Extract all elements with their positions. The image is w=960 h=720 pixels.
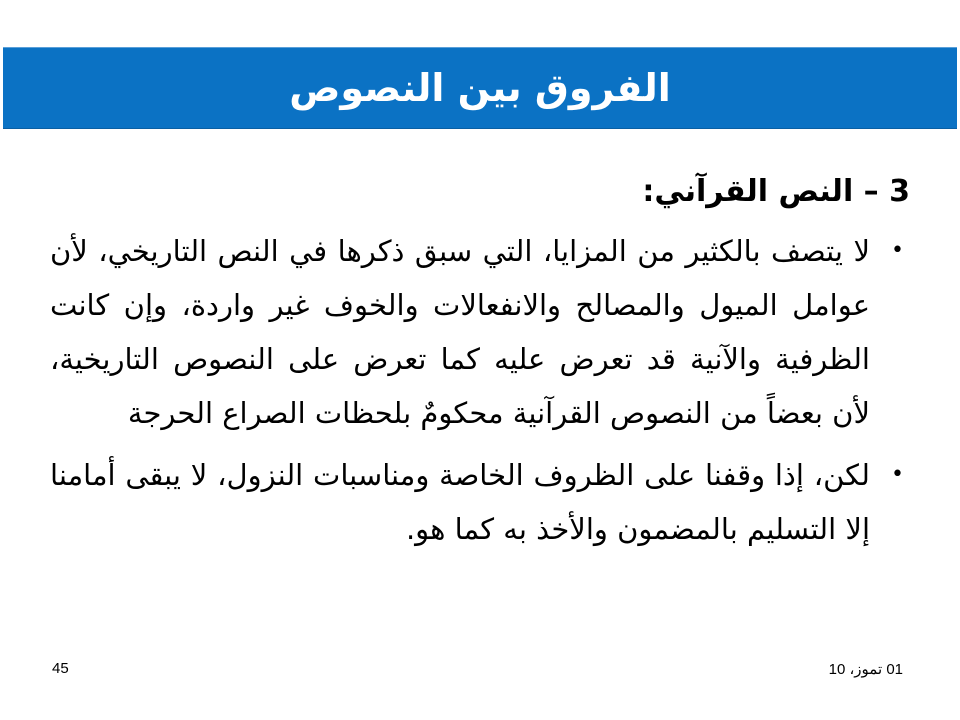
bullet-item <box>50 224 910 440</box>
title-bar <box>3 47 957 129</box>
slide-content <box>50 170 910 564</box>
bullet-icon: • <box>891 238 904 263</box>
footer-date: 01 تموز، 10 <box>828 661 903 678</box>
bullet-item <box>50 448 910 556</box>
bullet-list <box>50 224 910 556</box>
slide-title: الفروق بين النصوص <box>289 66 671 110</box>
bullet-text: لا يتصف بالكثير من المزايا، التي سبق ذكرها في النص التاريخي، لأن عوامل الميول والمصالح والانفعالات والخوف غير واردة، وإن كانت الظرفية والآنية قد تعرض عليه كما تعرض على النصوص التاريخية، لأن بعضاً من النصوص القرآنية محكومٌ بلحظات الصراع الحرجة <box>50 234 870 430</box>
bullet-icon: • <box>891 462 904 487</box>
bullet-text: لكن، إذا وقفنا على الظروف الخاصة ومناسبات النزول، لا يبقى أمامنا إلا التسليم بالمضمون والأخذ به كما هو. <box>50 458 870 546</box>
section-heading: 3 – النص القرآني: <box>642 174 910 209</box>
page-number: 45 <box>52 660 69 677</box>
